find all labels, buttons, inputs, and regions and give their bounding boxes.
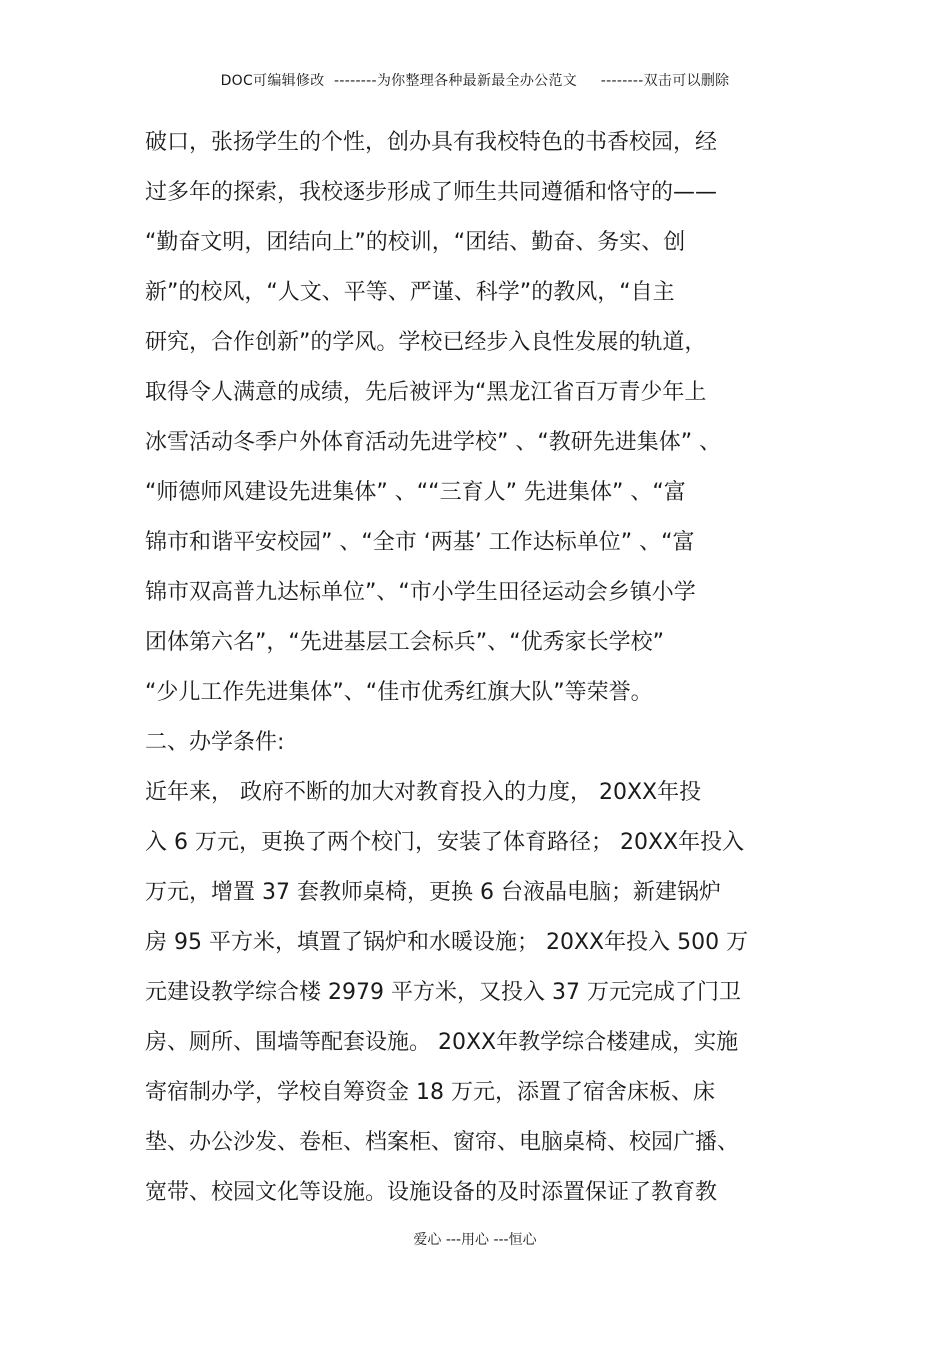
- text-line: 过多年的探索，我校逐步形成了师生共同遵循和恪守的——: [145, 180, 718, 205]
- text-line: 元建设教学综合楼 2979 平方米，又投入 37 万元完成了门卫: [145, 980, 741, 1005]
- section-heading: 二、办学条件:: [145, 730, 285, 755]
- text-line: 房、厕所、围墙等配套设施。 20XX年教学综合楼建成，实施: [145, 1030, 739, 1055]
- text-line: 入 6 万元，更换了两个校门，安装了体育路径； 20XX年投入: [145, 830, 745, 855]
- text-line: 研究，合作创新”的学风。学校已经步入良性发展的轨道，: [145, 330, 707, 355]
- text-line: 破口，张扬学生的个性，创办具有我校特色的书香校园，经: [145, 130, 718, 155]
- page-footer: 爱心 ---用心 ---恒心: [413, 1232, 537, 1248]
- text-line: 近年来， 政府不断的加大对教育投入的力度， 20XX年投: [145, 780, 702, 805]
- text-line: 锦市和谐平安校园” 、“全市 ‘两基’ 工作达标单位” 、“富: [145, 530, 695, 555]
- text-line: 宽带、校园文化等设施。设施设备的及时添置保证了教育教: [145, 1180, 718, 1205]
- text-line: 寄宿制办学，学校自筹资金 18 万元，添置了宿舍床板、床: [145, 1080, 715, 1105]
- text-line: 冰雪活动冬季户外体育活动先进学校” 、“教研先进集体” 、: [145, 430, 722, 455]
- page-header: DOC可编辑修改 --------为你整理各种最新最全办公范文 --------双击可以删除: [220, 73, 730, 89]
- text-line: 万元，增置 37 套教师桌椅，更换 6 台液晶电脑；新建锅炉: [145, 880, 721, 905]
- document-body: [145, 123, 810, 1223]
- text-line: “少儿工作先进集体”、“佳市优秀红旗大队”等荣誉。: [145, 680, 653, 705]
- text-line: 垫、办公沙发、卷柜、档案柜、窗帘、电脑桌椅、校园广播、: [145, 1130, 740, 1155]
- text-line: 新”的校风，“人文、平等、严谨、科学”的教风，“自主: [145, 280, 675, 305]
- text-line: “师德师风建设先进集体” 、““三育人” 先进集体” 、“富: [145, 480, 686, 505]
- text-line: 团体第六名”，“先进基层工会标兵”、“优秀家长学校”: [145, 630, 664, 655]
- text-line: 取得令人满意的成绩，先后被评为“黑龙江省百万青少年上: [145, 380, 707, 405]
- text-line: 锦市双高普九达标单位”、“市小学生田径运动会乡镇小学: [145, 580, 696, 605]
- text-line: 房 95 平方米，填置了锅炉和水暖设施； 20XX年投入 500 万: [145, 930, 749, 955]
- text-line: “勤奋文明，团结向上”的校训，“团结、勤奋、务实、创: [145, 230, 686, 255]
